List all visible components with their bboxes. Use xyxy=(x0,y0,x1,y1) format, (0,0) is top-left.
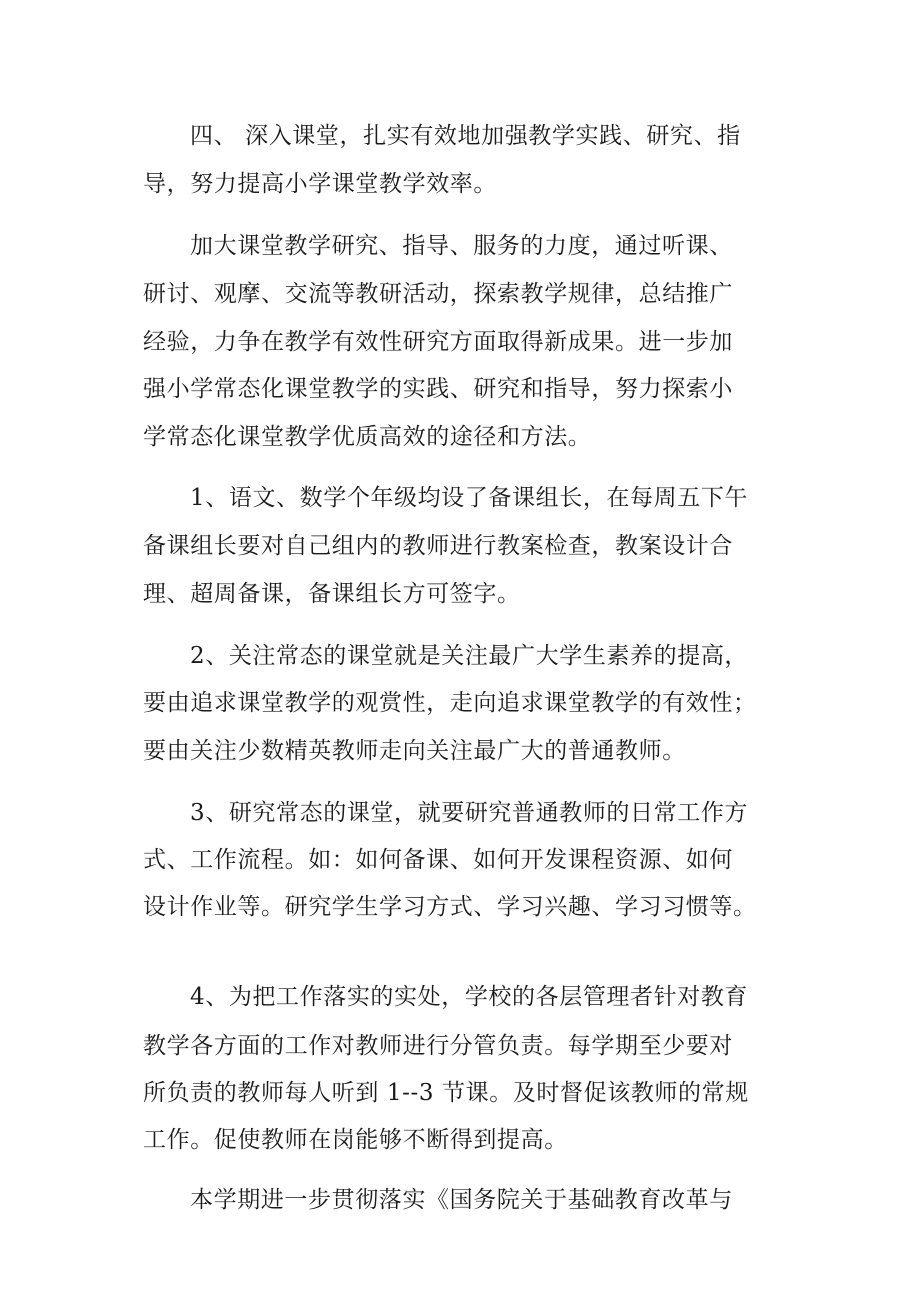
text-line: 要由追求课堂教学的观赏性，走向追求课堂教学的有效性； xyxy=(143,690,757,716)
text-line: 四、 深入课堂，扎实有效地加强教学实践、研究、指 xyxy=(190,123,741,149)
text-line: 学常态化课堂教学优质高效的途径和方法。 xyxy=(143,424,592,450)
text-line: 研讨、观摩、交流等教研活动，探索教学规律，总结推广 xyxy=(143,281,733,307)
text-line: 1、语文、数学个年级均设了备课组长，在每周五下午 xyxy=(190,485,749,511)
text-line: 加大课堂教学研究、指导、服务的力度，通过听课、 xyxy=(190,233,733,259)
text-line: 理、超周备课，备课组长方可签字。 xyxy=(143,581,521,607)
text-line: 本学期进一步贯彻落实《国务院关于基础教育改革与 xyxy=(190,1187,733,1213)
text-line: 3、研究常态的课堂，就要研究普通教师的日常工作方 xyxy=(190,800,749,826)
text-line: 式、工作流程。如：如何备课、如何开发课程资源、如何 xyxy=(143,847,733,873)
text-line: 导，努力提高小学课堂教学效率。 xyxy=(143,171,497,197)
text-line: 设计作业等。研究学生学习方式、学习兴趣、学习习惯等。 xyxy=(143,894,757,920)
text-line: 强小学常态化课堂教学的实践、研究和指导，努力探索小 xyxy=(143,376,733,402)
text-line: 工作。促使教师在岗能够不断得到提高。 xyxy=(143,1127,568,1153)
text-line: 4、为把工作落实的实处，学校的各层管理者针对教育 xyxy=(190,984,749,1010)
text-line: 备课组长要对自己组内的教师进行教案检查，教案设计合 xyxy=(143,533,733,559)
text-line: 教学各方面的工作对教师进行分管负责。每学期至少要对 xyxy=(143,1033,733,1059)
text-line: 要由关注少数精英教师走向关注最广大的普通教师。 xyxy=(143,738,686,764)
text-line: 2、关注常态的课堂就是关注最广大学生素养的提高， xyxy=(190,643,749,669)
text-line: 经验，力争在教学有效性研究方面取得新成果。进一步加 xyxy=(143,329,733,355)
text-line: 所负责的教师每人听到 1--3 节课。及时督促该教师的常规 xyxy=(143,1080,749,1106)
